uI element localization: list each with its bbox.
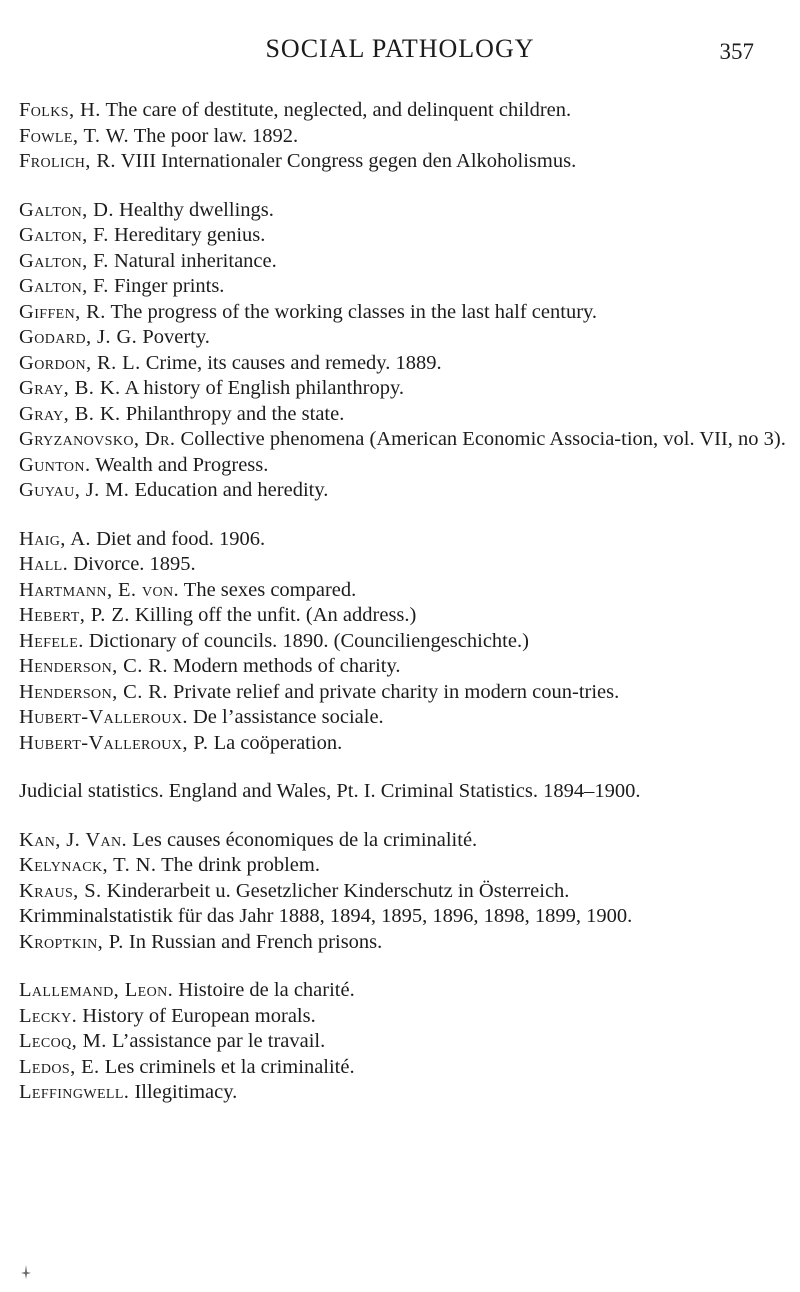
entry-author: Hubert-Valleroux.: [19, 706, 188, 728]
entry-author: Kelynack, T. N.: [19, 854, 157, 876]
entry-author: Galton, F.: [19, 224, 109, 246]
entry-author: Gray, B. K.: [19, 377, 121, 399]
entry-title: Histoire de la charité.: [178, 979, 355, 1001]
entry-title: Divorce. 1895.: [73, 553, 196, 575]
entry-author: Fowle, T. W.: [19, 124, 129, 147]
bibliography-entry: [19, 376, 789, 402]
bibliography-entry: [19, 578, 789, 604]
bibliography-entry: [19, 300, 789, 326]
bibliography-entry: [19, 603, 789, 629]
entry-title: In Russian and French prisons.: [128, 930, 383, 953]
entry-title: Education and heredity.: [134, 479, 329, 501]
entry-title: Les criminels et la criminalité.: [104, 1055, 355, 1078]
bibliography-entry: [19, 930, 789, 956]
bibliography-entry: [19, 779, 789, 805]
entry-title: Hereditary genius.: [113, 224, 266, 246]
bibliography-list: [19, 98, 789, 1129]
bibliography-entry: [19, 904, 789, 930]
entry-author: Ledos, E.: [19, 1055, 100, 1078]
bibliography-entry: [19, 198, 789, 224]
entry-group: [19, 98, 789, 175]
bibliography-entry: [19, 680, 789, 706]
entry-author: Kraus, S.: [19, 879, 102, 902]
bibliography-entry: [19, 705, 789, 731]
entry-author: Leffingwell.: [19, 1081, 130, 1103]
entry-title: The poor law. 1892.: [133, 124, 299, 147]
entry-author: Lallemand, Leon.: [19, 979, 174, 1001]
bibliography-entry: [19, 731, 789, 757]
entry-author: Giffen, R.: [19, 300, 106, 323]
entry-title: Finger prints.: [113, 275, 225, 297]
bibliography-entry: [19, 325, 789, 351]
bibliography-entry: [19, 351, 789, 377]
entry-title: Les causes économiques de la criminalité.: [132, 828, 478, 851]
bibliography-entry: [19, 453, 789, 479]
entry-title: Philanthropy and the state.: [125, 402, 345, 425]
entry-title: Poverty.: [142, 326, 210, 348]
entry-author: Henderson, C. R.: [19, 680, 168, 703]
bibliography-entry: [19, 879, 789, 905]
running-title: SOCIAL PATHOLOGY: [265, 34, 535, 63]
entry-group: [19, 978, 789, 1106]
entry-author: Henderson, C. R.: [19, 655, 168, 677]
entry-title: Natural inheritance.: [113, 249, 277, 272]
entry-author: Kroptkin, P.: [19, 930, 124, 953]
entry-title: Judicial statistics. England and Wales, Pt. I. Criminal Statistics. 1894–1900.: [19, 780, 641, 802]
bibliography-entry: [19, 1029, 789, 1055]
bibliography-entry: [19, 1080, 789, 1106]
entry-author: Folks, H.: [19, 99, 101, 121]
entry-title: The sexes compared.: [183, 578, 357, 601]
entry-title: Modern methods of charity.: [172, 655, 401, 677]
entry-title: Diet and food. 1906.: [96, 527, 266, 550]
entry-author: Gunton.: [19, 453, 91, 476]
entry-title: Killing off the unfit. (An address.): [134, 604, 417, 626]
bibliography-entry: [19, 124, 789, 150]
bibliography-entry: [19, 978, 789, 1004]
entry-author: Haig, A.: [19, 527, 91, 550]
bibliography-entry: [19, 654, 789, 680]
entry-author: Hebert, P. Z.: [19, 604, 130, 626]
bibliography-entry: [19, 1004, 789, 1030]
entry-title: A history of English philanthropy.: [124, 377, 404, 399]
entry-author: Frolich, R.: [19, 150, 116, 172]
bibliography-entry: [19, 149, 789, 175]
entry-group: [19, 527, 789, 757]
bibliography-entry: [19, 1055, 789, 1081]
entry-title: Healthy dwellings.: [119, 198, 274, 221]
entry-title: Crime, its causes and remedy. 1889.: [145, 351, 442, 374]
entry-author: Hefele.: [19, 629, 84, 652]
entry-title: The drink problem.: [161, 854, 320, 876]
entry-author: Hubert-Valleroux, P.: [19, 731, 209, 754]
entry-title: Krimminalstatistik für das Jahr 1888, 1894, 1895, 1896, 1898, 1899, 1900.: [19, 905, 633, 927]
entry-title: History of European morals.: [82, 1004, 316, 1027]
bibliography-entry: [19, 629, 789, 655]
bibliography-entry: [19, 223, 789, 249]
bibliography-entry: [19, 249, 789, 275]
ink-mark-icon: [20, 1264, 32, 1280]
entry-title: Collective phenomena (American Economic Associa-tion, vol. VII, no 3).: [180, 428, 786, 450]
bibliography-entry: [19, 828, 789, 854]
entry-title: Dictionary of councils. 1890. (Counciliengeschichte.): [88, 629, 529, 652]
entry-author: Gryzanovsko, Dr.: [19, 428, 176, 450]
entry-author: Gordon, R. L.: [19, 351, 141, 374]
entry-group: [19, 198, 789, 504]
entry-author: Hall.: [19, 553, 69, 575]
bibliography-entry: [19, 552, 789, 578]
entry-title: The progress of the working classes in the last half century.: [110, 300, 598, 323]
entry-author: Hartmann, E. von.: [19, 578, 180, 601]
entry-title: Illegitimacy.: [134, 1081, 238, 1103]
entry-author: Galton, F.: [19, 275, 109, 297]
page-header: [0, 26, 800, 66]
bibliography-entry: [19, 853, 789, 879]
entry-group: [19, 828, 789, 956]
entry-title: VIII Internationaler Congress gegen den Alkoholismus.: [120, 150, 577, 172]
entry-group: [19, 779, 789, 805]
entry-title: The care of destitute, neglected, and delinquent children.: [105, 99, 572, 121]
entry-author: Godard, J. G.: [19, 326, 138, 348]
bibliography-entry: [19, 527, 789, 553]
entry-title: La coöperation.: [213, 731, 343, 754]
entry-title: Kinderarbeit u. Gesetzlicher Kinderschutz in Österreich.: [106, 879, 570, 902]
bibliography-entry: [19, 98, 789, 124]
entry-title: Private relief and private charity in modern coun-tries.: [172, 680, 620, 703]
entry-author: Lecoq, M.: [19, 1030, 107, 1052]
entry-title: De l’assistance sociale.: [192, 706, 384, 728]
entry-title: L’assistance par le travail.: [111, 1030, 326, 1052]
entry-author: Gray, B. K.: [19, 402, 121, 425]
entry-author: Galton, F.: [19, 249, 109, 272]
entry-author: Galton, D.: [19, 198, 114, 221]
entry-author: Guyau, J. M.: [19, 479, 130, 501]
bibliography-entry: [19, 427, 789, 453]
bibliography-entry: [19, 478, 789, 504]
entry-author: Kan, J. Van.: [19, 828, 128, 851]
entry-author: Lecky.: [19, 1004, 78, 1027]
page-number: 357: [719, 39, 754, 64]
bibliography-entry: [19, 402, 789, 428]
entry-title: Wealth and Progress.: [95, 453, 269, 476]
bibliography-entry: [19, 274, 789, 300]
